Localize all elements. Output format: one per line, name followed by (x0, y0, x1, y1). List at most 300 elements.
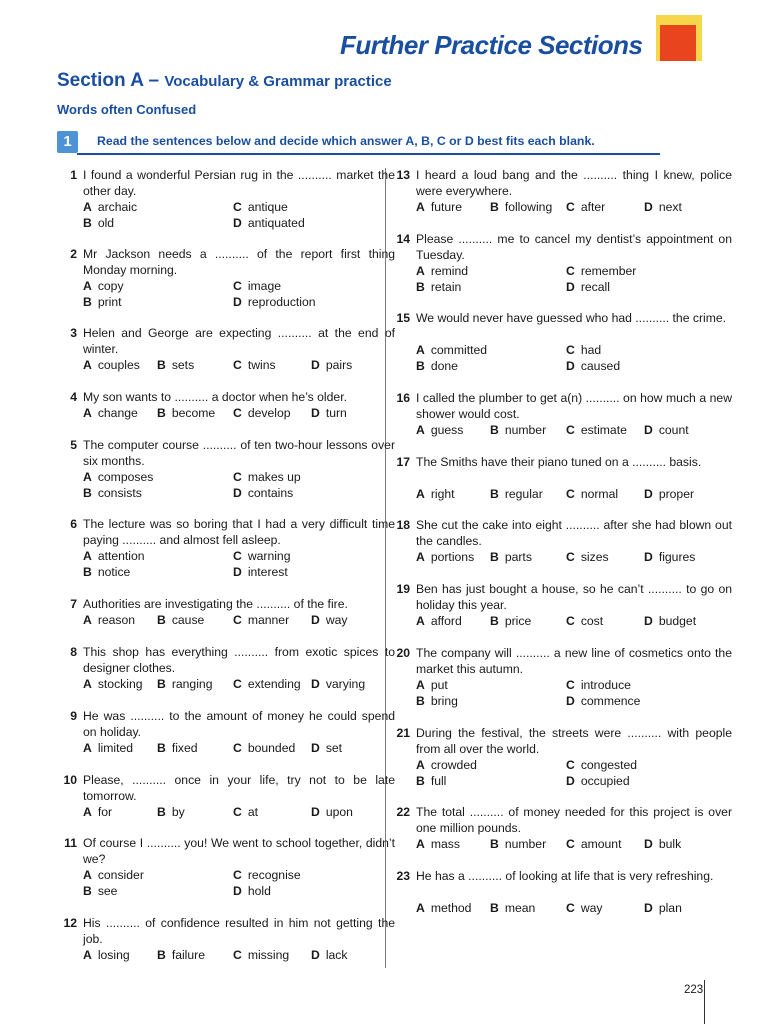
answer-option-text: print (97, 295, 122, 309)
answer-option-letter: A (416, 837, 425, 851)
page-number-rule (704, 980, 705, 1024)
answer-option-a[interactable] (83, 804, 112, 820)
answer-option-b[interactable] (83, 485, 142, 501)
answer-option-a[interactable] (416, 342, 487, 358)
answer-option-letter: B (490, 901, 499, 915)
answer-option-d[interactable] (644, 836, 681, 852)
answer-option-text: following (504, 200, 553, 214)
answer-option-c[interactable] (233, 676, 301, 692)
answer-option-text: way (580, 901, 603, 915)
answer-option-b[interactable] (490, 900, 535, 916)
answer-option-text: image (247, 279, 282, 293)
answer-option-letter: D (566, 359, 575, 373)
answer-option-a[interactable] (416, 836, 460, 852)
answer-option-b[interactable] (490, 549, 532, 565)
answer-option-letter: C (233, 805, 242, 819)
answer-option-a[interactable] (83, 612, 135, 628)
answer-option-text: cost (580, 614, 604, 628)
answer-option-letter: A (83, 549, 92, 563)
answer-option-d[interactable] (566, 773, 630, 789)
answer-option-letter: C (233, 741, 242, 755)
answer-option-letter: A (83, 470, 92, 484)
answer-option-text: limited (97, 741, 134, 755)
answer-option-text: budget (658, 614, 697, 628)
answer-option-letter: A (416, 200, 425, 214)
answer-option-letter: C (233, 613, 242, 627)
exercise-instruction: Read the sentences below and decide which answer A, B, C or D best fits each blank. (97, 134, 595, 148)
answer-option-a[interactable] (83, 405, 138, 421)
answer-option-text: ranging (171, 677, 213, 691)
answer-option-d[interactable] (311, 405, 347, 421)
answer-option-text: warning (247, 549, 291, 563)
answer-option-letter: C (233, 406, 242, 420)
answer-option-letter: B (490, 487, 499, 501)
question-number: 20 (396, 646, 410, 660)
answer-option-d[interactable] (311, 804, 353, 820)
answer-option-a[interactable] (83, 357, 140, 373)
answer-option-a[interactable] (416, 486, 455, 502)
answer-option-text: losing (97, 948, 130, 962)
answer-option-c[interactable] (566, 199, 605, 215)
answer-option-letter: D (644, 423, 653, 437)
answer-option-text: attention (97, 549, 145, 563)
section-subheading: Words often Confused (57, 102, 197, 117)
answer-option-text: lack (325, 948, 348, 962)
answer-option-letter: D (311, 677, 320, 691)
answer-option-letter: B (83, 884, 92, 898)
answer-option-text: bounded (247, 741, 296, 755)
answer-option-a[interactable] (83, 278, 124, 294)
answer-option-a[interactable] (83, 947, 130, 963)
page-header-title: Further Practice Sections (340, 30, 643, 60)
answer-option-letter: A (83, 279, 92, 293)
answer-option-a[interactable] (83, 469, 153, 485)
answer-option-letter: C (566, 901, 575, 915)
answer-option-b[interactable] (83, 883, 117, 899)
answer-option-text: method (430, 901, 472, 915)
answer-option-b[interactable] (416, 773, 446, 789)
answer-option-letter: C (566, 758, 575, 772)
answer-option-text: old (97, 216, 115, 230)
answer-option-c[interactable] (566, 263, 636, 279)
answer-option-b[interactable] (490, 199, 552, 215)
answer-option-text: normal (580, 487, 619, 501)
answer-option-d[interactable] (644, 900, 682, 916)
answer-option-letter: B (490, 614, 499, 628)
question-number: 15 (396, 311, 410, 325)
answer-option-text: commence (580, 694, 641, 708)
answer-option-letter: C (233, 358, 242, 372)
answer-option-letter: A (83, 200, 92, 214)
answer-option-text: become (171, 406, 216, 420)
answer-option-text: retain (430, 280, 462, 294)
question-stem: The lecture was so boring that I had a very difficult time paying .......... and almost fell asleep. (83, 517, 395, 547)
question-number: 2 (70, 247, 77, 261)
answer-option-text: interest (247, 565, 288, 579)
answer-option-text: remember (580, 264, 637, 278)
answer-option-c[interactable] (566, 422, 627, 438)
answer-option-b[interactable] (157, 357, 194, 373)
answer-option-text: right (430, 487, 455, 501)
answer-option-c[interactable] (233, 469, 301, 485)
answer-option-c[interactable] (233, 804, 258, 820)
question-number: 21 (396, 726, 410, 740)
answer-option-letter: C (233, 279, 242, 293)
answer-option-text: recognise (247, 868, 301, 882)
answer-option-letter: A (83, 805, 92, 819)
answer-option-letter: C (566, 550, 575, 564)
answer-option-letter: A (83, 613, 92, 627)
question-stem: My son wants to .......... a doctor when he’s older. (83, 390, 347, 404)
answer-option-text: at (247, 805, 258, 819)
answer-option-c[interactable] (233, 867, 301, 883)
answer-option-a[interactable] (416, 263, 468, 279)
answer-option-text: contains (247, 486, 294, 500)
answer-option-text: missing (247, 948, 290, 962)
answer-option-letter: A (416, 614, 425, 628)
answer-option-letter: B (416, 694, 425, 708)
answer-option-text: sets (171, 358, 195, 372)
answer-option-letter: B (416, 280, 425, 294)
answer-option-b[interactable] (83, 215, 114, 231)
answer-option-letter: A (83, 358, 92, 372)
answer-option-d[interactable] (233, 485, 293, 501)
answer-option-d[interactable] (644, 486, 694, 502)
question-stem: I found a wonderful Persian rug in the .......... market the other day. (83, 168, 395, 198)
answer-option-letter: D (566, 280, 575, 294)
answer-option-d[interactable] (311, 740, 342, 756)
answer-option-text: antique (247, 200, 288, 214)
answer-option-a[interactable] (83, 199, 137, 215)
answer-option-a[interactable] (416, 549, 474, 565)
answer-option-letter: A (416, 550, 425, 564)
answer-option-d[interactable] (566, 358, 620, 374)
answer-option-letter: B (490, 837, 499, 851)
answer-option-c[interactable] (233, 278, 281, 294)
answer-option-letter: A (416, 678, 425, 692)
answer-option-text: amount (580, 837, 622, 851)
answer-option-text: crowded (430, 758, 477, 772)
answer-option-b[interactable] (157, 947, 205, 963)
answer-option-text: count (658, 423, 689, 437)
answer-option-letter: D (644, 837, 653, 851)
answer-option-c[interactable] (566, 613, 603, 629)
answer-option-text: portions (430, 550, 475, 564)
question-stem: Of course I .......... you! We went to school together, didn’t we? (83, 836, 395, 866)
answer-option-letter: C (566, 264, 575, 278)
answer-option-text: twins (247, 358, 276, 372)
answer-option-letter: C (566, 200, 575, 214)
answer-option-c[interactable] (233, 947, 289, 963)
answer-option-text: hold (247, 884, 271, 898)
answer-option-b[interactable] (490, 486, 543, 502)
answer-option-c[interactable] (566, 757, 637, 773)
answer-option-letter: B (157, 741, 166, 755)
answer-option-letter: A (83, 741, 92, 755)
answer-option-b[interactable] (490, 422, 546, 438)
answer-option-text: recall (580, 280, 610, 294)
answer-option-letter: A (416, 264, 425, 278)
question-number: 13 (396, 168, 410, 182)
answer-option-text: couples (97, 358, 140, 372)
answer-option-text: way (325, 613, 348, 627)
answer-option-letter: C (233, 948, 242, 962)
answer-option-letter: A (416, 758, 425, 772)
answer-option-b[interactable] (157, 676, 212, 692)
answer-option-text: figures (658, 550, 696, 564)
question-stem: Helen and George are expecting .......... at the end of winter. (83, 326, 395, 356)
answer-option-text: caused (580, 359, 621, 373)
answer-option-letter: D (311, 358, 320, 372)
answer-option-text: reproduction (247, 295, 316, 309)
answer-option-letter: D (311, 613, 320, 627)
answer-option-letter: D (644, 550, 653, 564)
question-stem: His .......... of confidence resulted in him not getting the job. (83, 916, 395, 946)
answer-option-c[interactable] (233, 199, 288, 215)
answer-option-text: introduce (580, 678, 631, 692)
answer-option-a[interactable] (416, 677, 448, 693)
answer-option-text: future (430, 200, 462, 214)
answer-option-letter: D (311, 805, 320, 819)
answer-option-d[interactable] (644, 199, 682, 215)
question-number: 22 (396, 805, 410, 819)
answer-option-letter: A (83, 406, 92, 420)
answer-option-c[interactable] (233, 740, 295, 756)
question-number: 4 (70, 390, 77, 404)
answer-option-letter: C (233, 200, 242, 214)
answer-option-letter: B (490, 200, 499, 214)
answer-option-letter: D (311, 948, 320, 962)
answer-option-text: mass (430, 837, 460, 851)
answer-option-b[interactable] (157, 740, 198, 756)
answer-option-b[interactable] (416, 358, 458, 374)
answer-option-c[interactable] (233, 612, 289, 628)
answer-option-d[interactable] (644, 613, 696, 629)
answer-option-letter: B (157, 677, 166, 691)
answer-option-a[interactable] (83, 867, 144, 883)
answer-option-letter: D (311, 406, 320, 420)
answer-option-letter: C (233, 868, 242, 882)
answer-option-letter: B (416, 774, 425, 788)
answer-option-text: regular (504, 487, 543, 501)
answer-option-letter: C (566, 614, 575, 628)
question-number: 16 (396, 391, 410, 405)
question-number: 1 (70, 168, 77, 182)
answer-option-letter: B (157, 613, 166, 627)
question-stem: The total .......... of money needed for this project is over one million pounds. (416, 805, 732, 835)
answer-option-c[interactable] (233, 405, 291, 421)
answer-option-letter: A (416, 423, 425, 437)
answer-option-letter: D (566, 694, 575, 708)
section-title (57, 70, 392, 92)
question-stem: Ben has just bought a house, so he can’t .......... to go on holiday this year. (416, 582, 732, 612)
answer-option-letter: A (416, 343, 425, 357)
answer-option-text: pairs (325, 358, 353, 372)
question-number: 3 (70, 326, 77, 340)
answer-option-letter: C (566, 837, 575, 851)
question-number: 18 (396, 518, 410, 532)
answer-option-letter: A (416, 487, 425, 501)
answer-option-text: number (504, 837, 547, 851)
question-number: 17 (396, 455, 410, 469)
question-stem: I heard a loud bang and the .......... thing I knew, police were everywhere. (416, 168, 732, 198)
answer-option-d[interactable] (311, 612, 348, 628)
answer-option-c[interactable] (233, 548, 291, 564)
answer-option-letter: D (644, 901, 653, 915)
answer-option-text: composes (97, 470, 154, 484)
answer-option-letter: A (83, 677, 92, 691)
answer-option-c[interactable] (566, 836, 621, 852)
answer-option-letter: A (83, 948, 92, 962)
answer-option-letter: C (566, 678, 575, 692)
answer-option-a[interactable] (83, 676, 143, 692)
answer-option-text: notice (97, 565, 131, 579)
answer-option-text: afford (430, 614, 462, 628)
answer-option-text: congested (580, 758, 638, 772)
answer-option-d[interactable] (566, 693, 640, 709)
answer-option-a[interactable] (83, 740, 133, 756)
question-stem: We would never have guessed who had .......... the crime. (416, 311, 727, 325)
question-number: 10 (63, 773, 77, 787)
answer-option-letter: D (644, 200, 653, 214)
answer-option-a[interactable] (416, 199, 462, 215)
answer-option-text: parts (504, 550, 532, 564)
answer-option-text: remind (430, 264, 469, 278)
answer-option-b[interactable] (83, 294, 122, 310)
answer-option-letter: B (490, 550, 499, 564)
answer-option-letter: C (566, 487, 575, 501)
answer-option-text: consider (97, 868, 144, 882)
question-number: 7 (70, 597, 77, 611)
answer-option-c[interactable] (566, 486, 618, 502)
answer-option-letter: D (233, 884, 242, 898)
question-number: 9 (70, 709, 77, 723)
answer-option-text: occupied (580, 774, 630, 788)
answer-option-text: archaic (97, 200, 138, 214)
answer-option-text: change (97, 406, 138, 420)
answer-option-letter: C (233, 549, 242, 563)
question-number: 6 (70, 517, 77, 531)
page-number: 223 (684, 984, 704, 996)
answer-option-a[interactable] (83, 548, 145, 564)
question-stem: Mr Jackson needs a .......... of the report first thing Monday morning. (83, 247, 395, 277)
answer-option-a[interactable] (416, 900, 471, 916)
answer-option-letter: B (157, 948, 166, 962)
answer-option-c[interactable] (233, 357, 276, 373)
answer-option-letter: D (233, 486, 242, 500)
answer-option-a[interactable] (416, 757, 477, 773)
answer-option-text: cause (171, 613, 205, 627)
answer-option-c[interactable] (566, 677, 631, 693)
answer-option-d[interactable] (311, 357, 352, 373)
answer-option-letter: C (233, 677, 242, 691)
answer-option-letter: C (566, 343, 575, 357)
answer-option-text: proper (658, 487, 695, 501)
answer-option-letter: B (83, 486, 92, 500)
answer-option-a[interactable] (416, 613, 462, 629)
answer-option-d[interactable] (233, 215, 305, 231)
answer-option-b[interactable] (83, 564, 130, 580)
answer-option-b[interactable] (490, 613, 531, 629)
answer-option-text: estimate (580, 423, 627, 437)
answer-option-letter: D (233, 295, 242, 309)
answer-option-text: committed (430, 343, 488, 357)
answer-option-b[interactable] (157, 405, 215, 421)
answer-option-text: bring (430, 694, 458, 708)
answer-option-letter: D (566, 774, 575, 788)
answer-option-d[interactable] (644, 422, 689, 438)
answer-option-a[interactable] (416, 422, 463, 438)
answer-option-c[interactable] (566, 900, 603, 916)
answer-option-d[interactable] (566, 279, 610, 295)
question-number: 14 (396, 232, 410, 246)
answer-option-text: upon (325, 805, 353, 819)
question-stem: She cut the cake into eight .......... after she had blown out the candles. (416, 518, 732, 548)
instruction-underline (77, 153, 660, 155)
question-stem: Please .......... me to cancel my dentist’s appointment on Tuesday. (416, 232, 732, 262)
answer-option-text: makes up (247, 470, 301, 484)
answer-option-d[interactable] (233, 564, 288, 580)
answer-option-d[interactable] (233, 883, 271, 899)
answer-option-letter: D (311, 741, 320, 755)
answer-option-text: by (171, 805, 185, 819)
answer-option-b[interactable] (416, 693, 458, 709)
answer-option-text: guess (430, 423, 464, 437)
question-number: 5 (70, 438, 77, 452)
answer-option-text: extending (247, 677, 301, 691)
answer-option-c[interactable] (566, 549, 609, 565)
header-decoration-red-square (660, 25, 696, 61)
answer-option-letter: B (83, 565, 92, 579)
answer-option-text: see (97, 884, 118, 898)
answer-option-text: next (658, 200, 682, 214)
answer-option-text: mean (504, 901, 536, 915)
answer-option-letter: D (644, 614, 653, 628)
answer-option-letter: C (233, 470, 242, 484)
answer-option-letter: B (157, 805, 166, 819)
question-stem: He has a .......... of looking at life that is very refreshing. (416, 869, 714, 883)
question-stem: This shop has everything .......... from exotic spices to designer clothes. (83, 645, 395, 675)
answer-option-text: failure (171, 948, 206, 962)
question-stem: Authorities are investigating the .......... of the fire. (83, 597, 348, 611)
answer-option-d[interactable] (644, 549, 695, 565)
answer-option-text: done (430, 359, 458, 373)
answer-option-text: put (430, 678, 448, 692)
question-stem: The company will .......... a new line of cosmetics onto the market this autumn. (416, 646, 732, 676)
answer-option-b[interactable] (157, 804, 185, 820)
answer-option-b[interactable] (490, 836, 546, 852)
answer-option-text: number (504, 423, 547, 437)
answer-option-text: for (97, 805, 113, 819)
answer-option-b[interactable] (416, 279, 461, 295)
answer-option-letter: B (157, 358, 166, 372)
answer-option-b[interactable] (157, 612, 204, 628)
question-number: 8 (70, 645, 77, 659)
answer-option-d[interactable] (233, 294, 316, 310)
exercise-number-badge: 1 (57, 131, 78, 153)
answer-option-text: bulk (658, 837, 682, 851)
question-stem: During the festival, the streets were .......... with people from all over the world. (416, 726, 732, 756)
answer-option-text: varying (325, 677, 366, 691)
question-stem: The computer course .......... of ten two-hour lessons over six months. (83, 438, 395, 468)
answer-option-d[interactable] (311, 676, 365, 692)
answer-option-c[interactable] (566, 342, 601, 358)
answer-option-d[interactable] (311, 947, 348, 963)
question-number: 12 (63, 916, 77, 930)
answer-option-text: set (325, 741, 343, 755)
answer-option-text: turn (325, 406, 347, 420)
answer-option-text: stocking (97, 677, 143, 691)
